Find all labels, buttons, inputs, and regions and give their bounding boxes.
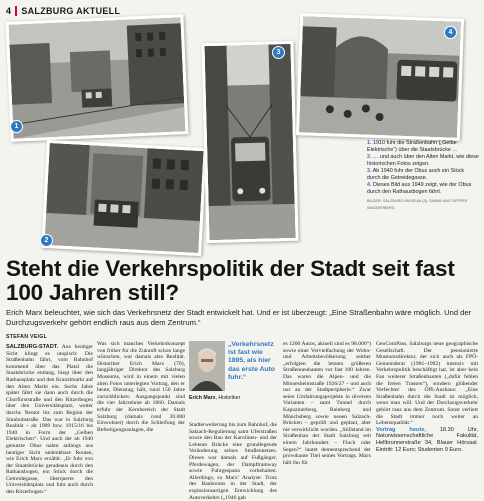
caption-item: 2. … und auch über den Alten Markt, wie diese historischen Fotos zeigen. — [367, 154, 479, 167]
caption-item: 3. Ab 1940 fuhr der Obus auch ein Stück durch die Getreidegasse. — [367, 168, 465, 181]
historic-photo-1 — [5, 14, 188, 142]
article-column-3: Stadterweiterung bis zum Bahnhof, die Salzach-Regulierung samt Uferstraßen sowie den Bau der Karolinen- und der Lehener Brücke eine grundlegende Veränderung seines Straßennetzes. Dieses war damals auf Fußgänger, Pferdewagen, der Dampftramway sowie Fuhrgespann vorbehalten. Allerdings, so Marx’ Analyse: Trotz des Baubooms in der Stadt, der explosionsartigen Entwicklung des Autoverkehrs („1946 gab — [189, 422, 277, 501]
photo-3-badge: 3 — [272, 46, 285, 59]
photo-collage — [0, 16, 484, 254]
old-market-image — [44, 143, 203, 253]
photo-1-image — [9, 17, 186, 138]
photo-3-image — [204, 44, 295, 240]
rathausbogen-image — [299, 16, 461, 137]
photo-2-image — [44, 143, 203, 253]
article-column-5: GeoComPass, Salzburgs neue geographische Gesellschaft. Der pensionierte Museumsdirektor, der sich auch als FPÖ-Gemeinderat (1981–1992) intensiv mit Verkehrspolitik beschäftigt hat, ist aber kein Fan weiterer Straßenbauten („dafür fehlen die freien Trassen“), sondern glühender Verfechter des Öffi-Ausbaus: „Eine Straßenbahn durch die Stadt ist möglich, wenn man will. Und der Durchzugsverkehr gehört raus aus dem Zentrum. Sonst verliert die Stadt immer noch weiter an Lebensqualität.“ Vortrag heute, 18.30 Uhr, Naturwissenschaftliche Fakultät, Hellbrunnerstraße 34, Blauer Hörsaal. Eintritt: 12 Euro; Studenten 9 Euro. — [376, 341, 478, 453]
dateline: SALZBURG-STADT. — [6, 344, 59, 350]
photo-credit: BILDER: SALZBURG MUSEUM (3), SAMMLUNG SEPPER WAGNERBERG — [367, 199, 468, 210]
photo-caption — [367, 140, 479, 212]
historic-photo-4 — [296, 13, 464, 141]
photo-2-badge: 2 — [40, 234, 53, 247]
obus-lane-image — [204, 44, 295, 240]
caption-item: 1. 1910 fuhr die Straßenbahn („Gelbe Elektrische“) über die Staatsbrücke … — [367, 140, 458, 153]
pull-quote — [189, 341, 279, 419]
section-title: SALZBURG AKTUELL — [21, 6, 121, 16]
portrait-photo — [189, 341, 225, 391]
article-column-1: SALZBURG-STADT. Aus heutiger Sicht klingt es utopisch: Die Straßenbahn fährt, vom Bahnhof kommend über das Platzl die Staatsbrücke entlang, biegt über den Rathausplatz und den Kranzlmarkt auf den Alten Markt ein. Sechs Jahre später fährt sie dann auch durch die Churfürststraße und den Ritzerbogen über den Universitätsplatz, weiter durchs Neutor bis zum Beginn der Sinnhubstraße. Das war in Salzburg Realität – ab 1909 bzw. 1915/16 bis 1940 in Form der „Gelben Elektrischen“. Und auch der ab 1940 genutzte Obus nahm anfangs aus heutiger Sicht undenkbare Routen, wie Erich Marx erzählt: „Er fuhr von der Staatsbrücke geradeaus durch den Rathausbogen, ein Stück durch die Getreidegasse, überquerte den Universitätsplatz und fuhr auch durch den Ritzerbogen.“ — [6, 344, 93, 496]
portrait-image — [189, 341, 225, 391]
historic-photo-3 — [201, 41, 298, 243]
lecture-info: Vortrag heute, 18.30 Uhr, Naturwissenschaftliche Fakultät, Hellbrunnerstraße 34, Blauer Hörsaal. Eintritt: 12 Euro; Studenten 9 Euro. — [376, 426, 478, 453]
quote-text: „Verkehrsnetz ist fast wie 1895, als hier das erste Auto fuhr.“ — [228, 341, 275, 381]
article-column-2: Was sich manches Verkehrskonzept von früher für die Zukunft schon lange wünschen, war damals also Realität. Historiker Erich Marx (70), langjähriger Direktor des Salzburg Museums, wird in einem mit vielen alten Fotos unterlegten Vortrag, den er heute, Dienstag, hält, rund 150 Jahre zurückblicken: Ausgangspunkt sind die vier Jahrzehnte ab 1860. Damals erfuhr der Kernbereich der Stadt Salzburg (damals rund 20.000 Einwohner) durch die Schleifung der Befestigungsanlagen, die — [97, 341, 185, 433]
caption-item: 4. Dieses Bild aus 1949 zeigt, wie der Obus durch den Rathausbogen fährt. — [367, 182, 472, 195]
article-headline: Steht die Verkehrspolitik der Stadt seit fast 100 Jahren still? — [6, 256, 455, 305]
photo-4-image — [299, 16, 461, 137]
tram-bridge-image — [9, 17, 186, 138]
article-column-4: es 1200 Autos, aktuell sind es 98.000“) sowie einer Vervielfachung der Wohn- und Arbeitsbevölkerung seither „erfolgten die letzten größeren Straßenneubauten vor fast 100 Jahren. Das waren die Alpen- und die Minnesheimstraße 1926/27 – und auch nur an der Stadtperipherie.“ Zwar seien Umfahrungsprojekte in diversen Varianten – samt Tunnel durch Kapuzinerberg, Rainberg und Mönchsberg sowie neuen Salzach-Brücken – geprüft und geplant, aber nie verwirklicht worden. „Stillstand im Straßenbau der Stadt Salzburg seit einem Jahrhundert – Fluch oder Segen?“ lautet dementsprechend der provokante Titel seines Vortrags. Marx hält ihn für — [283, 341, 371, 466]
historic-photo-2 — [41, 140, 206, 256]
quote-attribution: Erich Marx, Historiker — [189, 395, 241, 401]
article-lead: Erich Marx beleuchtet, wie sich das Verkehrsnetz der Stadt entwickelt hat. Und er ist überzeugt: „Eine Straßenbahn wäre möglich. Und der Durchzugsverkehr gehört endlich raus aus dem Zentrum.“ — [6, 308, 472, 327]
photo-1-badge: 1 — [10, 120, 23, 133]
section-divider — [15, 6, 17, 16]
page-number: 4 — [6, 6, 12, 16]
photo-4-badge: 4 — [444, 26, 457, 39]
article-byline: STEFAN VEIGL — [6, 334, 48, 340]
